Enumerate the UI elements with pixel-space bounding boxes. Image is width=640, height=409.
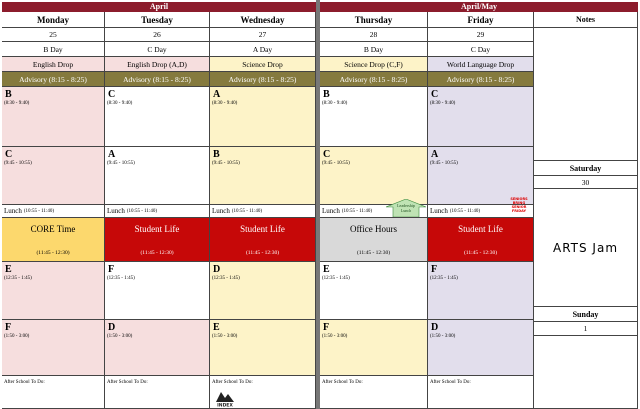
lunch-wednesday <box>210 205 316 218</box>
block-time: (8:30 - 9:40) <box>430 101 456 106</box>
month-header-right: April/May <box>320 2 638 12</box>
block-friday-3 <box>428 262 534 320</box>
activity-monday <box>2 218 105 262</box>
notes-area <box>534 28 638 161</box>
date-tuesday: 26 <box>105 28 210 42</box>
sunday-notes-area <box>534 336 638 409</box>
lunch-label: Lunch <box>430 207 448 215</box>
block-time: (1:50 - 3:00) <box>322 334 348 339</box>
block-wednesday-1 <box>210 87 316 147</box>
activity-time: (11:45 - 12:30) <box>356 250 391 256</box>
advisory-tuesday: Advisory (8:15 - 8:25) <box>105 72 210 87</box>
day-name-thursday: Thursday <box>320 12 428 28</box>
rotation-day-wednesday: A Day <box>210 42 316 57</box>
block-time: (9:45 - 10:55) <box>430 161 458 166</box>
rotation-day-tuesday: C Day <box>105 42 210 57</box>
block-thursday-4 <box>320 320 428 376</box>
lunch-time: (10:55 - 11:40) <box>23 208 54 214</box>
sunday-date: 1 <box>534 322 638 336</box>
block-time: (12:35 - 1:45) <box>4 276 32 281</box>
block-thursday-2 <box>320 147 428 205</box>
drop-wednesday: Science Drop <box>210 57 316 72</box>
day-name-tuesday: Tuesday <box>105 12 210 28</box>
block-time: (12:35 - 1:45) <box>212 276 240 281</box>
day-name-friday: Friday <box>428 12 534 28</box>
block-letter: E <box>5 264 12 275</box>
block-letter: B <box>323 89 330 100</box>
block-letter: F <box>5 322 12 333</box>
drop-friday: World Language Drop <box>428 57 534 72</box>
drop-tuesday: English Drop (A,D) <box>105 57 210 72</box>
block-tuesday-1 <box>105 87 210 147</box>
date-thursday: 28 <box>320 28 428 42</box>
block-time: (9:45 - 10:55) <box>212 161 240 166</box>
block-time: (12:35 - 1:45) <box>430 276 458 281</box>
block-letter: C <box>108 89 116 100</box>
block-wednesday-4 <box>210 320 316 376</box>
block-time: (8:30 - 9:40) <box>107 101 133 106</box>
after-school-tuesday: After School To Do: <box>105 376 210 409</box>
after-school-wednesday <box>210 376 316 409</box>
activity-time: (11:45 - 12:30) <box>36 250 70 256</box>
drop-thursday: Science Drop (C,F) <box>320 57 428 72</box>
lunch-time: (10:55 - 11:40) <box>126 208 157 214</box>
leadership-lunch-text: Leadership Lunch <box>397 203 415 213</box>
notes-title: Notes <box>534 12 638 28</box>
activity-title: Student Life <box>134 224 180 234</box>
block-time: (12:35 - 1:45) <box>107 276 135 281</box>
block-friday-1 <box>428 87 534 147</box>
activity-tuesday <box>105 218 210 262</box>
block-time: (9:45 - 10:55) <box>107 161 135 166</box>
block-letter: F <box>108 264 115 275</box>
rotation-day-thursday: B Day <box>320 42 428 57</box>
block-letter: C <box>323 149 331 160</box>
sunday-label: Sunday <box>534 307 638 322</box>
lunch-time: (10:55 - 11:40) <box>449 208 480 214</box>
lunch-label: Lunch <box>322 207 340 215</box>
block-time: (8:30 - 9:40) <box>4 101 30 106</box>
block-letter: F <box>431 264 438 275</box>
block-thursday-1 <box>320 87 428 147</box>
block-time: (1:50 - 3:00) <box>107 334 133 339</box>
block-monday-4 <box>2 320 105 376</box>
activity-wednesday <box>210 218 316 262</box>
block-letter: E <box>213 322 220 333</box>
day-name-monday: Monday <box>2 12 105 28</box>
block-time: (1:50 - 3:00) <box>212 334 238 339</box>
block-letter: A <box>431 149 439 160</box>
block-time: (12:35 - 1:45) <box>322 276 350 281</box>
activity-title: CORE Time <box>30 224 76 234</box>
rotation-day-friday: C Day <box>428 42 534 57</box>
after-school-thursday: After School To Do: <box>320 376 428 409</box>
block-thursday-3 <box>320 262 428 320</box>
block-letter: D <box>108 322 116 333</box>
saturday-date: 30 <box>534 176 638 189</box>
block-time: (1:50 - 3:00) <box>430 334 456 339</box>
day-name-wednesday: Wednesday <box>210 12 316 28</box>
activity-thursday <box>320 218 428 262</box>
block-time: (9:45 - 10:55) <box>4 161 32 166</box>
date-monday: 25 <box>2 28 105 42</box>
block-wednesday-2 <box>210 147 316 205</box>
block-letter: B <box>213 149 220 160</box>
lunch-friday <box>428 197 534 218</box>
after-school-label: After School To Do: <box>212 380 253 385</box>
block-time: (9:45 - 10:55) <box>322 161 350 166</box>
lunch-tuesday <box>105 205 210 218</box>
date-wednesday: 27 <box>210 28 316 42</box>
activity-title: Student Life <box>458 224 503 234</box>
activity-time: (11:45 - 12:30) <box>245 250 280 256</box>
arts-jam-event: ARTS Jam <box>534 189 638 307</box>
senior-friday-note: SENIORS BRING SENIOR FRIDAY <box>510 197 528 213</box>
lunch-label: Lunch <box>107 207 125 215</box>
month-header-left: April <box>2 2 316 12</box>
saturday-label: Saturday <box>534 161 638 176</box>
after-school-monday: After School To Do: <box>2 376 105 409</box>
leadership-lunch-badge <box>386 199 426 217</box>
block-letter: F <box>323 322 330 333</box>
block-letter: E <box>323 264 330 275</box>
block-time: (8:30 - 9:40) <box>322 101 348 106</box>
activity-title: Office Hours <box>349 224 398 234</box>
advisory-friday: Advisory (8:15 - 8:25) <box>428 72 534 87</box>
activity-time: (11:45 - 12:30) <box>140 250 174 256</box>
block-letter: B <box>5 89 12 100</box>
date-friday: 29 <box>428 28 534 42</box>
lunch-thursday <box>320 205 428 218</box>
drop-monday: English Drop <box>2 57 105 72</box>
lunch-label: Lunch <box>4 207 22 215</box>
block-friday-4 <box>428 320 534 376</box>
block-monday-2 <box>2 147 105 205</box>
advisory-thursday: Advisory (8:15 - 8:25) <box>320 72 428 87</box>
after-school-friday: After School To Do: <box>428 376 534 409</box>
block-tuesday-4 <box>105 320 210 376</box>
block-letter: C <box>5 149 13 160</box>
rotation-day-monday: B Day <box>2 42 105 57</box>
lunch-time: (10:55 - 11:40) <box>231 208 262 214</box>
block-monday-3 <box>2 262 105 320</box>
lunch-label: Lunch <box>212 207 230 215</box>
block-letter: D <box>213 264 221 275</box>
activity-friday <box>428 218 534 262</box>
lunch-time: (10:55 - 11:40) <box>341 208 372 214</box>
advisory-wednesday: Advisory (8:15 - 8:25) <box>210 72 316 87</box>
activity-title: Student Life <box>240 224 285 234</box>
advisory-monday: Advisory (8:15 - 8:25) <box>2 72 105 87</box>
lunch-monday <box>2 205 105 218</box>
activity-time: (11:45 - 12:30) <box>463 250 498 256</box>
block-tuesday-2 <box>105 147 210 205</box>
block-time: (1:50 - 3:00) <box>4 334 30 339</box>
block-monday-1 <box>2 87 105 147</box>
index-logo-icon <box>214 389 236 407</box>
block-letter: C <box>431 89 439 100</box>
block-tuesday-3 <box>105 262 210 320</box>
index-logo-text: INDEX <box>217 403 233 407</box>
block-letter: D <box>431 322 439 333</box>
block-letter: A <box>213 89 221 100</box>
block-letter: A <box>108 149 116 160</box>
block-time: (8:30 - 9:40) <box>212 101 238 106</box>
block-wednesday-3 <box>210 262 316 320</box>
